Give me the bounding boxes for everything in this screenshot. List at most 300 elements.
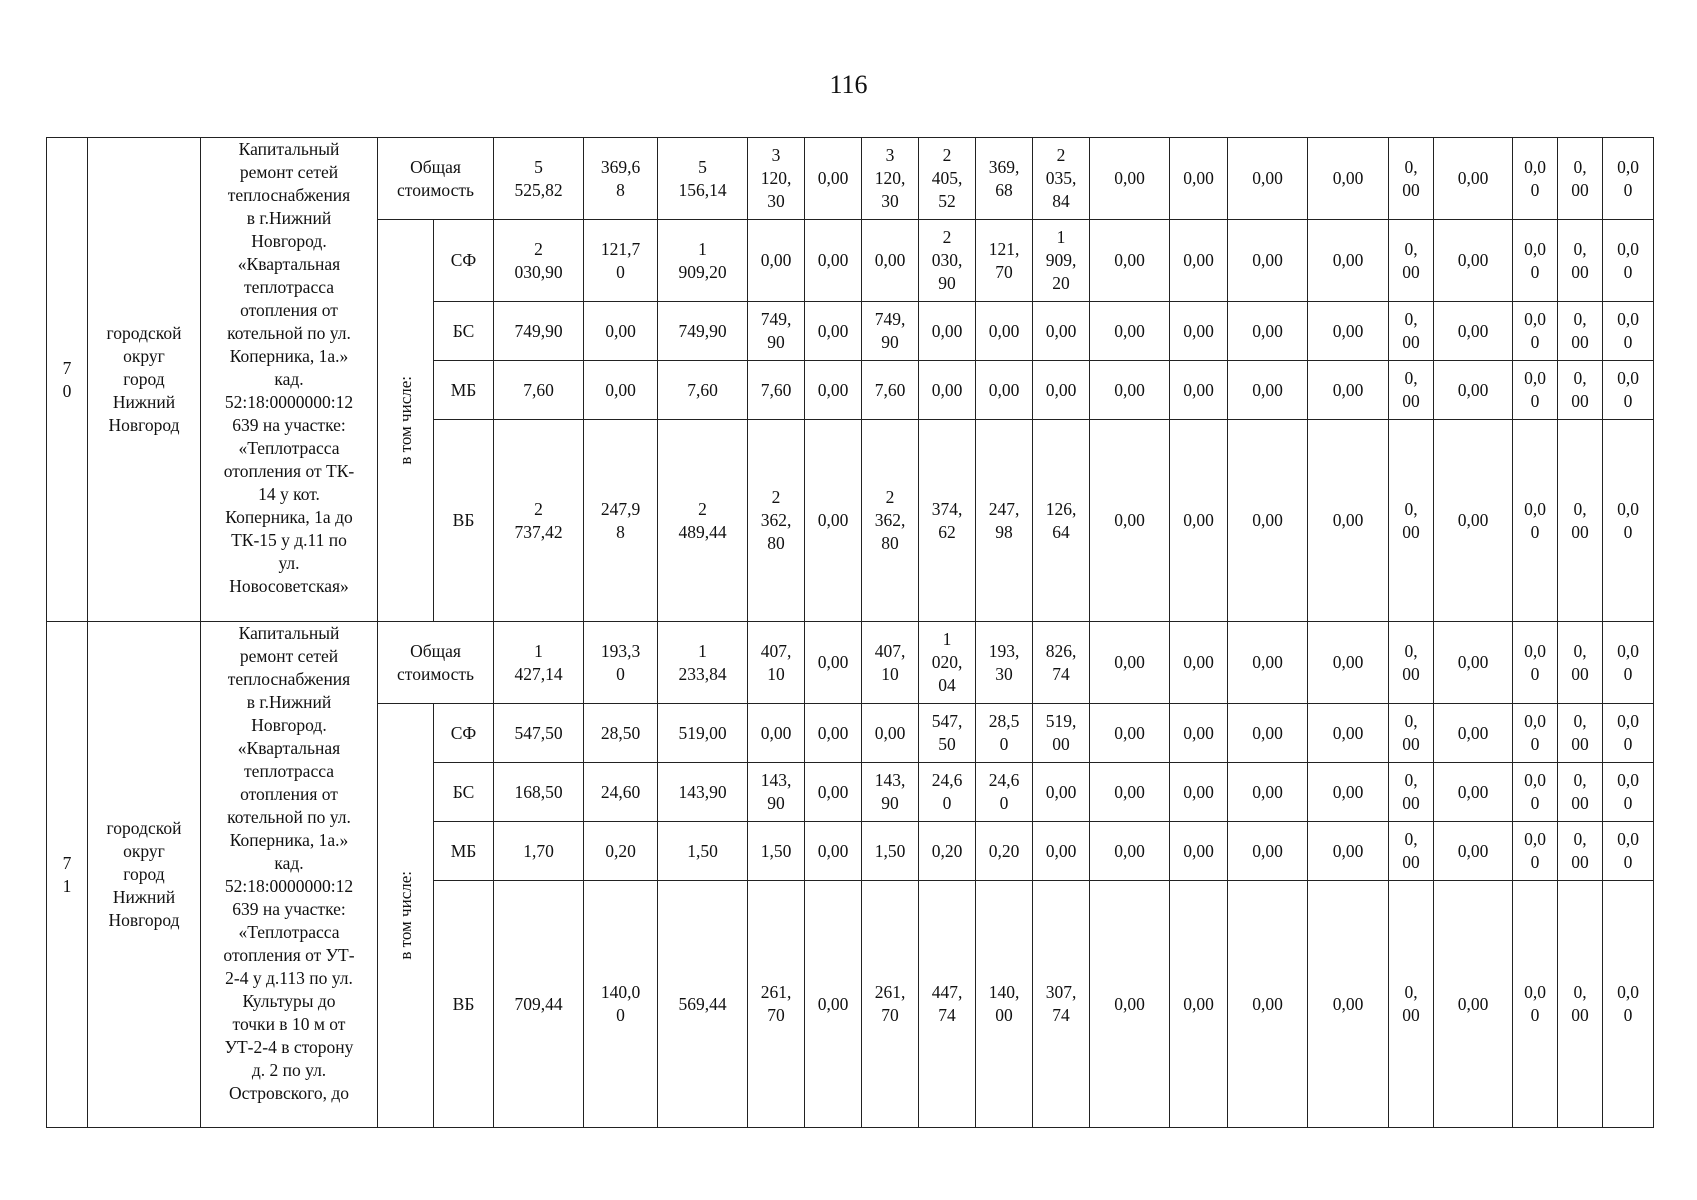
project-description-line: теплоснабжения (227, 669, 351, 689)
value-cell-line: 00 (1571, 1005, 1589, 1025)
value-cell-line: 126, (1045, 498, 1077, 519)
value-cell-line: 0 (942, 793, 952, 813)
value-cell (805, 361, 862, 420)
row-index-line: 0 (62, 380, 72, 401)
value-cell (1434, 822, 1513, 881)
value-cell-line: 0 (616, 1005, 625, 1025)
funding-source-label: БС (434, 302, 494, 361)
project-description-line: Островского, до (229, 1083, 349, 1103)
value-cell (1033, 822, 1090, 881)
value-cell (1228, 361, 1308, 420)
value-cell-line: 0,00 (1183, 781, 1214, 802)
value-cell-line: 0,0 (1524, 309, 1546, 329)
value-cell-line: 826, (1045, 640, 1077, 661)
value-cell (1090, 881, 1170, 1128)
value-cell-line: 0,00 (1332, 510, 1364, 530)
value-cell-line: 68 (995, 179, 1013, 200)
value-cell-line: 00 (1571, 521, 1589, 542)
value-cell-line: 0,00 (1332, 993, 1364, 1014)
value-cell (862, 822, 919, 881)
value-cell-line: 90 (767, 793, 785, 813)
value-cell (805, 881, 862, 1128)
value-cell-line: 0,00 (1183, 652, 1214, 672)
value-cell (584, 420, 658, 622)
row-index (47, 138, 88, 622)
value-cell (748, 881, 805, 1128)
value-cell-line: 2 (771, 487, 781, 507)
value-cell-line: 369, (988, 156, 1020, 177)
project-description-line: Новгород. (251, 715, 327, 735)
value-cell-line: 0,0 (1617, 711, 1639, 731)
value-cell-line: 143, (760, 770, 792, 790)
value-cell-line: 0,00 (817, 781, 849, 802)
value-cell-line: 00 (1571, 793, 1589, 813)
project-description-line: теплотрасса (244, 277, 334, 297)
value-cell-line: 0 (999, 734, 1009, 754)
value-cell-line: 489,44 (678, 521, 727, 542)
value-cell-line: 0, (1573, 368, 1587, 388)
value-cell-line: 0,00 (1114, 510, 1145, 530)
value-cell (1228, 138, 1308, 220)
value-cell-line: 193,3 (600, 640, 641, 661)
value-cell (1033, 138, 1090, 220)
page-number: 116 (829, 70, 868, 99)
project-description-line: теплотрасса (244, 761, 334, 781)
row-index-line: 1 (62, 875, 72, 896)
value-cell (1170, 302, 1228, 361)
value-cell-line: 0,00 (1252, 722, 1283, 743)
value-cell (1434, 763, 1513, 822)
value-cell (1308, 361, 1389, 420)
value-cell-line: 0, (1404, 982, 1418, 1002)
value-cell (494, 881, 584, 1128)
value-cell (1308, 822, 1389, 881)
value-cell-line: 90 (881, 793, 899, 813)
value-cell-line: 7,60 (687, 379, 718, 400)
value-cell-line: 3 (771, 145, 781, 165)
value-cell-line: 0, (1573, 309, 1587, 329)
value-cell-line: 0 (999, 793, 1009, 813)
value-cell-line: 00 (995, 1005, 1013, 1025)
project-description-line: в г.Нижний (246, 208, 332, 228)
value-cell (1308, 763, 1389, 822)
value-cell-line: 0,0 (1524, 156, 1546, 177)
value-cell (1228, 302, 1308, 361)
value-cell (584, 881, 658, 1128)
value-cell (1033, 220, 1090, 302)
value-cell-line: 62 (938, 521, 956, 542)
funding-source-label: БС (434, 763, 494, 822)
value-cell-line: 407, (760, 640, 792, 661)
value-cell-line: 5 (698, 156, 707, 177)
value-cell (1434, 138, 1513, 220)
value-cell-line: 1,50 (874, 840, 906, 861)
value-cell-line: 427,14 (514, 663, 563, 684)
value-cell (976, 361, 1033, 420)
value-cell-line: 7,60 (760, 379, 792, 400)
value-cell-line: 0,0 (1617, 238, 1639, 259)
value-cell-line: 140,0 (600, 982, 641, 1002)
value-cell (658, 220, 748, 302)
value-cell (1513, 361, 1558, 420)
project-description-line: «Квартальная (237, 738, 341, 758)
value-cell (862, 704, 919, 763)
value-cell-line: 0,0 (1617, 309, 1639, 329)
value-cell-line: 0 (1623, 179, 1633, 200)
value-cell-line: 0,00 (1114, 652, 1145, 672)
value-cell-line: 00 (1571, 332, 1589, 352)
value-cell (494, 361, 584, 420)
value-cell-line: 1,50 (687, 840, 718, 861)
value-cell (1228, 822, 1308, 881)
value-cell (1603, 302, 1654, 361)
value-cell-line: 52 (938, 191, 956, 211)
value-cell-line: 98 (995, 521, 1013, 542)
value-cell-line: 374, (931, 498, 963, 519)
value-cell (748, 420, 805, 622)
value-cell (1558, 420, 1603, 622)
value-cell-line: 0,00 (1183, 250, 1214, 270)
value-cell (1389, 361, 1434, 420)
value-cell-line: 30 (995, 663, 1013, 684)
project-description-line: отопления от (240, 784, 338, 804)
project-description-line: «Теплотрасса (238, 438, 340, 458)
value-cell-line: 90 (767, 332, 785, 352)
value-cell (748, 138, 805, 220)
value-cell (1603, 420, 1654, 622)
value-cell (748, 220, 805, 302)
value-cell-line: 233,84 (678, 663, 727, 684)
value-cell-line: 1,70 (523, 840, 554, 861)
value-cell-line: 121, (988, 238, 1020, 259)
value-cell (1558, 763, 1603, 822)
value-cell (1228, 622, 1308, 704)
value-cell-line: 74 (1052, 1005, 1070, 1025)
value-cell (1228, 420, 1308, 622)
value-cell (1170, 420, 1228, 622)
value-cell (658, 704, 748, 763)
value-cell-line: 120, (760, 168, 792, 188)
value-cell-line: 0,00 (760, 250, 792, 270)
value-cell-line: 0,00 (1114, 840, 1145, 861)
value-cell-line: 0,0 (1524, 770, 1546, 790)
value-cell-line: 0 (1530, 852, 1540, 872)
value-cell-line: 525,82 (514, 179, 563, 200)
value-cell-line: 8 (616, 521, 625, 542)
value-cell (1090, 763, 1170, 822)
value-cell-line: 80 (767, 533, 785, 553)
value-cell (1434, 622, 1513, 704)
value-cell (1170, 220, 1228, 302)
project-description-line: Капитальный (238, 139, 340, 159)
value-cell (1033, 704, 1090, 763)
value-cell (748, 302, 805, 361)
value-cell-line: 64 (1052, 521, 1070, 542)
value-cell-line: 0,0 (1524, 640, 1546, 661)
value-cell (748, 763, 805, 822)
value-cell (1170, 763, 1228, 822)
value-cell-line: 121,7 (600, 238, 641, 259)
value-cell-line: 0, (1404, 498, 1418, 519)
table-row (47, 622, 1654, 704)
municipality-line: Нижний (112, 392, 176, 412)
value-cell-line: 0,0 (1524, 498, 1546, 519)
value-cell (494, 622, 584, 704)
value-cell (1558, 704, 1603, 763)
value-cell-line: 569,44 (678, 993, 727, 1014)
value-cell-line: 547, (931, 711, 963, 731)
value-cell (1558, 361, 1603, 420)
value-cell-line: 0,00 (1183, 840, 1214, 861)
value-cell (976, 220, 1033, 302)
value-cell-line: 8 (616, 179, 625, 200)
project-description-line: котельной по ул. (227, 807, 351, 827)
value-cell (1090, 361, 1170, 420)
value-cell-line: 247, (988, 498, 1020, 519)
value-cell-line: 00 (1402, 734, 1420, 754)
including-label (378, 704, 434, 1128)
value-cell-line: 369,6 (600, 156, 641, 177)
row-index-line: 7 (62, 852, 72, 873)
project-description-line: ул. (278, 553, 300, 573)
value-cell (862, 220, 919, 302)
value-cell-line: 7,60 (874, 379, 906, 400)
value-cell-line: 0 (1623, 734, 1633, 754)
value-cell (805, 220, 862, 302)
value-cell-line: 00 (1571, 391, 1589, 411)
value-cell-line: 0 (1623, 793, 1633, 813)
value-cell-line: 0,00 (1114, 379, 1145, 400)
value-cell-line: 261, (874, 982, 906, 1002)
value-cell (1228, 704, 1308, 763)
value-cell-line: 24,6 (988, 770, 1020, 790)
value-cell (494, 302, 584, 361)
value-cell-line: 0,0 (1617, 770, 1639, 790)
value-cell (584, 622, 658, 704)
value-cell-line: 3 (885, 145, 895, 165)
municipality-line: городской (106, 818, 182, 838)
value-cell-line: 120, (874, 168, 906, 188)
value-cell-line: 407, (874, 640, 906, 661)
value-cell (1033, 420, 1090, 622)
value-cell (1434, 704, 1513, 763)
value-cell-line: 0,0 (1617, 640, 1639, 661)
value-cell (976, 138, 1033, 220)
value-cell-line: 0 (1623, 391, 1633, 411)
value-cell-line: 0,00 (817, 840, 849, 861)
value-cell-line: 0 (1623, 521, 1633, 542)
value-cell-line: 0,00 (1114, 781, 1145, 802)
project-description-line: Капитальный (238, 623, 340, 643)
value-cell-line: 0,0 (1617, 829, 1639, 849)
value-cell-line: 0,20 (605, 840, 636, 861)
municipality-line: Нижний (112, 887, 176, 907)
value-cell-line: 0,00 (1457, 781, 1489, 802)
value-cell-line: 0,00 (1332, 781, 1364, 802)
value-cell (919, 704, 976, 763)
value-cell (862, 763, 919, 822)
value-cell-line: 156,14 (678, 179, 727, 200)
value-cell (1603, 704, 1654, 763)
value-cell-line: 0,00 (1114, 993, 1145, 1014)
value-cell-line: 0,00 (931, 320, 963, 341)
value-cell-line: 24,60 (600, 781, 641, 802)
value-cell (805, 763, 862, 822)
project-description-line: кад. (274, 369, 304, 389)
value-cell-line: 2 (942, 145, 952, 165)
value-cell-line: 547,50 (514, 722, 563, 743)
total-cost-label: Общая стоимость (378, 138, 494, 220)
value-cell-line: 0,00 (1183, 510, 1214, 530)
value-cell (494, 220, 584, 302)
value-cell (748, 822, 805, 881)
value-cell (1308, 220, 1389, 302)
value-cell-line: 0,00 (988, 320, 1020, 341)
value-cell (1603, 361, 1654, 420)
project-description-line: ремонт сетей (239, 162, 339, 182)
funding-source-label: ВБ (434, 420, 494, 622)
value-cell (658, 420, 748, 622)
value-cell-line: 0,00 (931, 379, 963, 400)
table-row (47, 138, 1654, 220)
value-cell (1513, 763, 1558, 822)
value-cell (1513, 220, 1558, 302)
value-cell (1308, 302, 1389, 361)
value-cell (1228, 220, 1308, 302)
value-cell-line: 0, (1573, 156, 1587, 177)
value-cell-line: 28,50 (600, 722, 641, 743)
value-cell (1513, 138, 1558, 220)
value-cell (1228, 763, 1308, 822)
value-cell-line: 0,00 (1252, 840, 1283, 861)
value-cell (805, 302, 862, 361)
row-index-line: 7 (62, 357, 72, 378)
value-cell-line: 405, (931, 168, 963, 188)
value-cell-line: 0 (1530, 521, 1540, 542)
municipality (88, 622, 201, 1128)
value-cell (1434, 881, 1513, 1128)
value-cell-line: 0,0 (1617, 982, 1639, 1002)
project-description-line: точки в 10 м от (232, 1014, 346, 1034)
value-cell-line: 00 (1402, 793, 1420, 813)
including-text: в том числе: (396, 871, 415, 960)
value-cell (494, 763, 584, 822)
value-cell-line: 0,00 (1252, 781, 1283, 802)
value-cell (1090, 704, 1170, 763)
value-cell-line: 0,00 (605, 320, 636, 341)
value-cell-line: 0,00 (1045, 379, 1077, 400)
project-description-line: 52:18:0000000:12 (224, 392, 354, 412)
value-cell (1603, 881, 1654, 1128)
project-description-line: «Теплотрасса (238, 922, 340, 942)
value-cell-line: 20 (1052, 273, 1070, 293)
value-cell-line: 0,00 (817, 722, 849, 743)
value-cell (1228, 881, 1308, 1128)
value-cell-line: 1 (942, 629, 952, 649)
value-cell-line: 0,00 (817, 993, 849, 1014)
value-cell-line: 0,00 (1457, 320, 1489, 341)
value-cell-line: 10 (767, 663, 785, 684)
value-cell-line: 362, (874, 510, 906, 530)
value-cell (1434, 420, 1513, 622)
value-cell-line: 0,00 (1114, 250, 1145, 270)
value-cell-line: 168,50 (514, 781, 563, 802)
value-cell-line: 0,00 (1045, 840, 1077, 861)
value-cell-line: 0, (1404, 770, 1418, 790)
value-cell (1033, 361, 1090, 420)
value-cell-line: 2 (942, 227, 952, 247)
value-cell-line: 0,00 (817, 510, 849, 530)
value-cell (1389, 420, 1434, 622)
value-cell (1603, 138, 1654, 220)
value-cell-line: 00 (1571, 179, 1589, 200)
value-cell (1434, 220, 1513, 302)
value-cell (1434, 302, 1513, 361)
value-cell-line: 0,00 (1045, 320, 1077, 341)
value-cell-line: 74 (1052, 663, 1070, 684)
value-cell (1389, 822, 1434, 881)
value-cell-line: 0,0 (1617, 498, 1639, 519)
value-cell-line: 0,00 (1114, 320, 1145, 341)
value-cell-line: 00 (1402, 391, 1420, 411)
value-cell-line: 84 (1052, 191, 1070, 211)
value-cell (1170, 704, 1228, 763)
value-cell (584, 220, 658, 302)
value-cell-line: 00 (1571, 261, 1589, 282)
project-description (201, 622, 378, 1128)
value-cell-line: 030, (931, 250, 963, 270)
value-cell-line: 1 (1056, 227, 1066, 247)
value-cell-line: 0,00 (1045, 781, 1077, 802)
value-cell-line: 0,00 (874, 722, 906, 743)
value-cell (1308, 420, 1389, 622)
value-cell (919, 822, 976, 881)
value-cell-line: 143, (874, 770, 906, 790)
value-cell-line: 00 (1571, 852, 1589, 872)
value-cell (748, 704, 805, 763)
value-cell-line: 0,00 (1252, 320, 1283, 341)
value-cell (584, 704, 658, 763)
funding-source-label: СФ (434, 704, 494, 763)
value-cell (862, 420, 919, 622)
value-cell-line: 00 (1402, 852, 1420, 872)
value-cell-line: 0,00 (1252, 379, 1283, 400)
value-cell (1090, 138, 1170, 220)
project-description-line: Коперника, 1а до (225, 507, 353, 527)
value-cell (862, 361, 919, 420)
value-cell-line: 0 (1623, 1005, 1633, 1025)
municipality-line: Новгород (108, 415, 180, 435)
project-description-line: Культуры до (242, 991, 336, 1011)
value-cell (1389, 763, 1434, 822)
value-cell-line: 0,00 (1332, 168, 1364, 188)
value-cell (748, 622, 805, 704)
value-cell (1170, 881, 1228, 1128)
value-cell-line: 00 (1402, 1005, 1420, 1025)
value-cell (976, 420, 1033, 622)
total-cost-label: Общая стоимость (378, 622, 494, 704)
value-cell (584, 361, 658, 420)
value-cell-line: 0 (1530, 261, 1540, 282)
value-cell (658, 138, 748, 220)
value-cell-line: 749,90 (514, 320, 563, 341)
value-cell-line: 2 (534, 238, 543, 259)
value-cell-line: 00 (1571, 663, 1589, 684)
municipality-line: округ (123, 346, 165, 366)
project-description-line: 639 на участке: (232, 415, 346, 435)
value-cell-line: 0,0 (1524, 238, 1546, 259)
value-cell (976, 881, 1033, 1128)
